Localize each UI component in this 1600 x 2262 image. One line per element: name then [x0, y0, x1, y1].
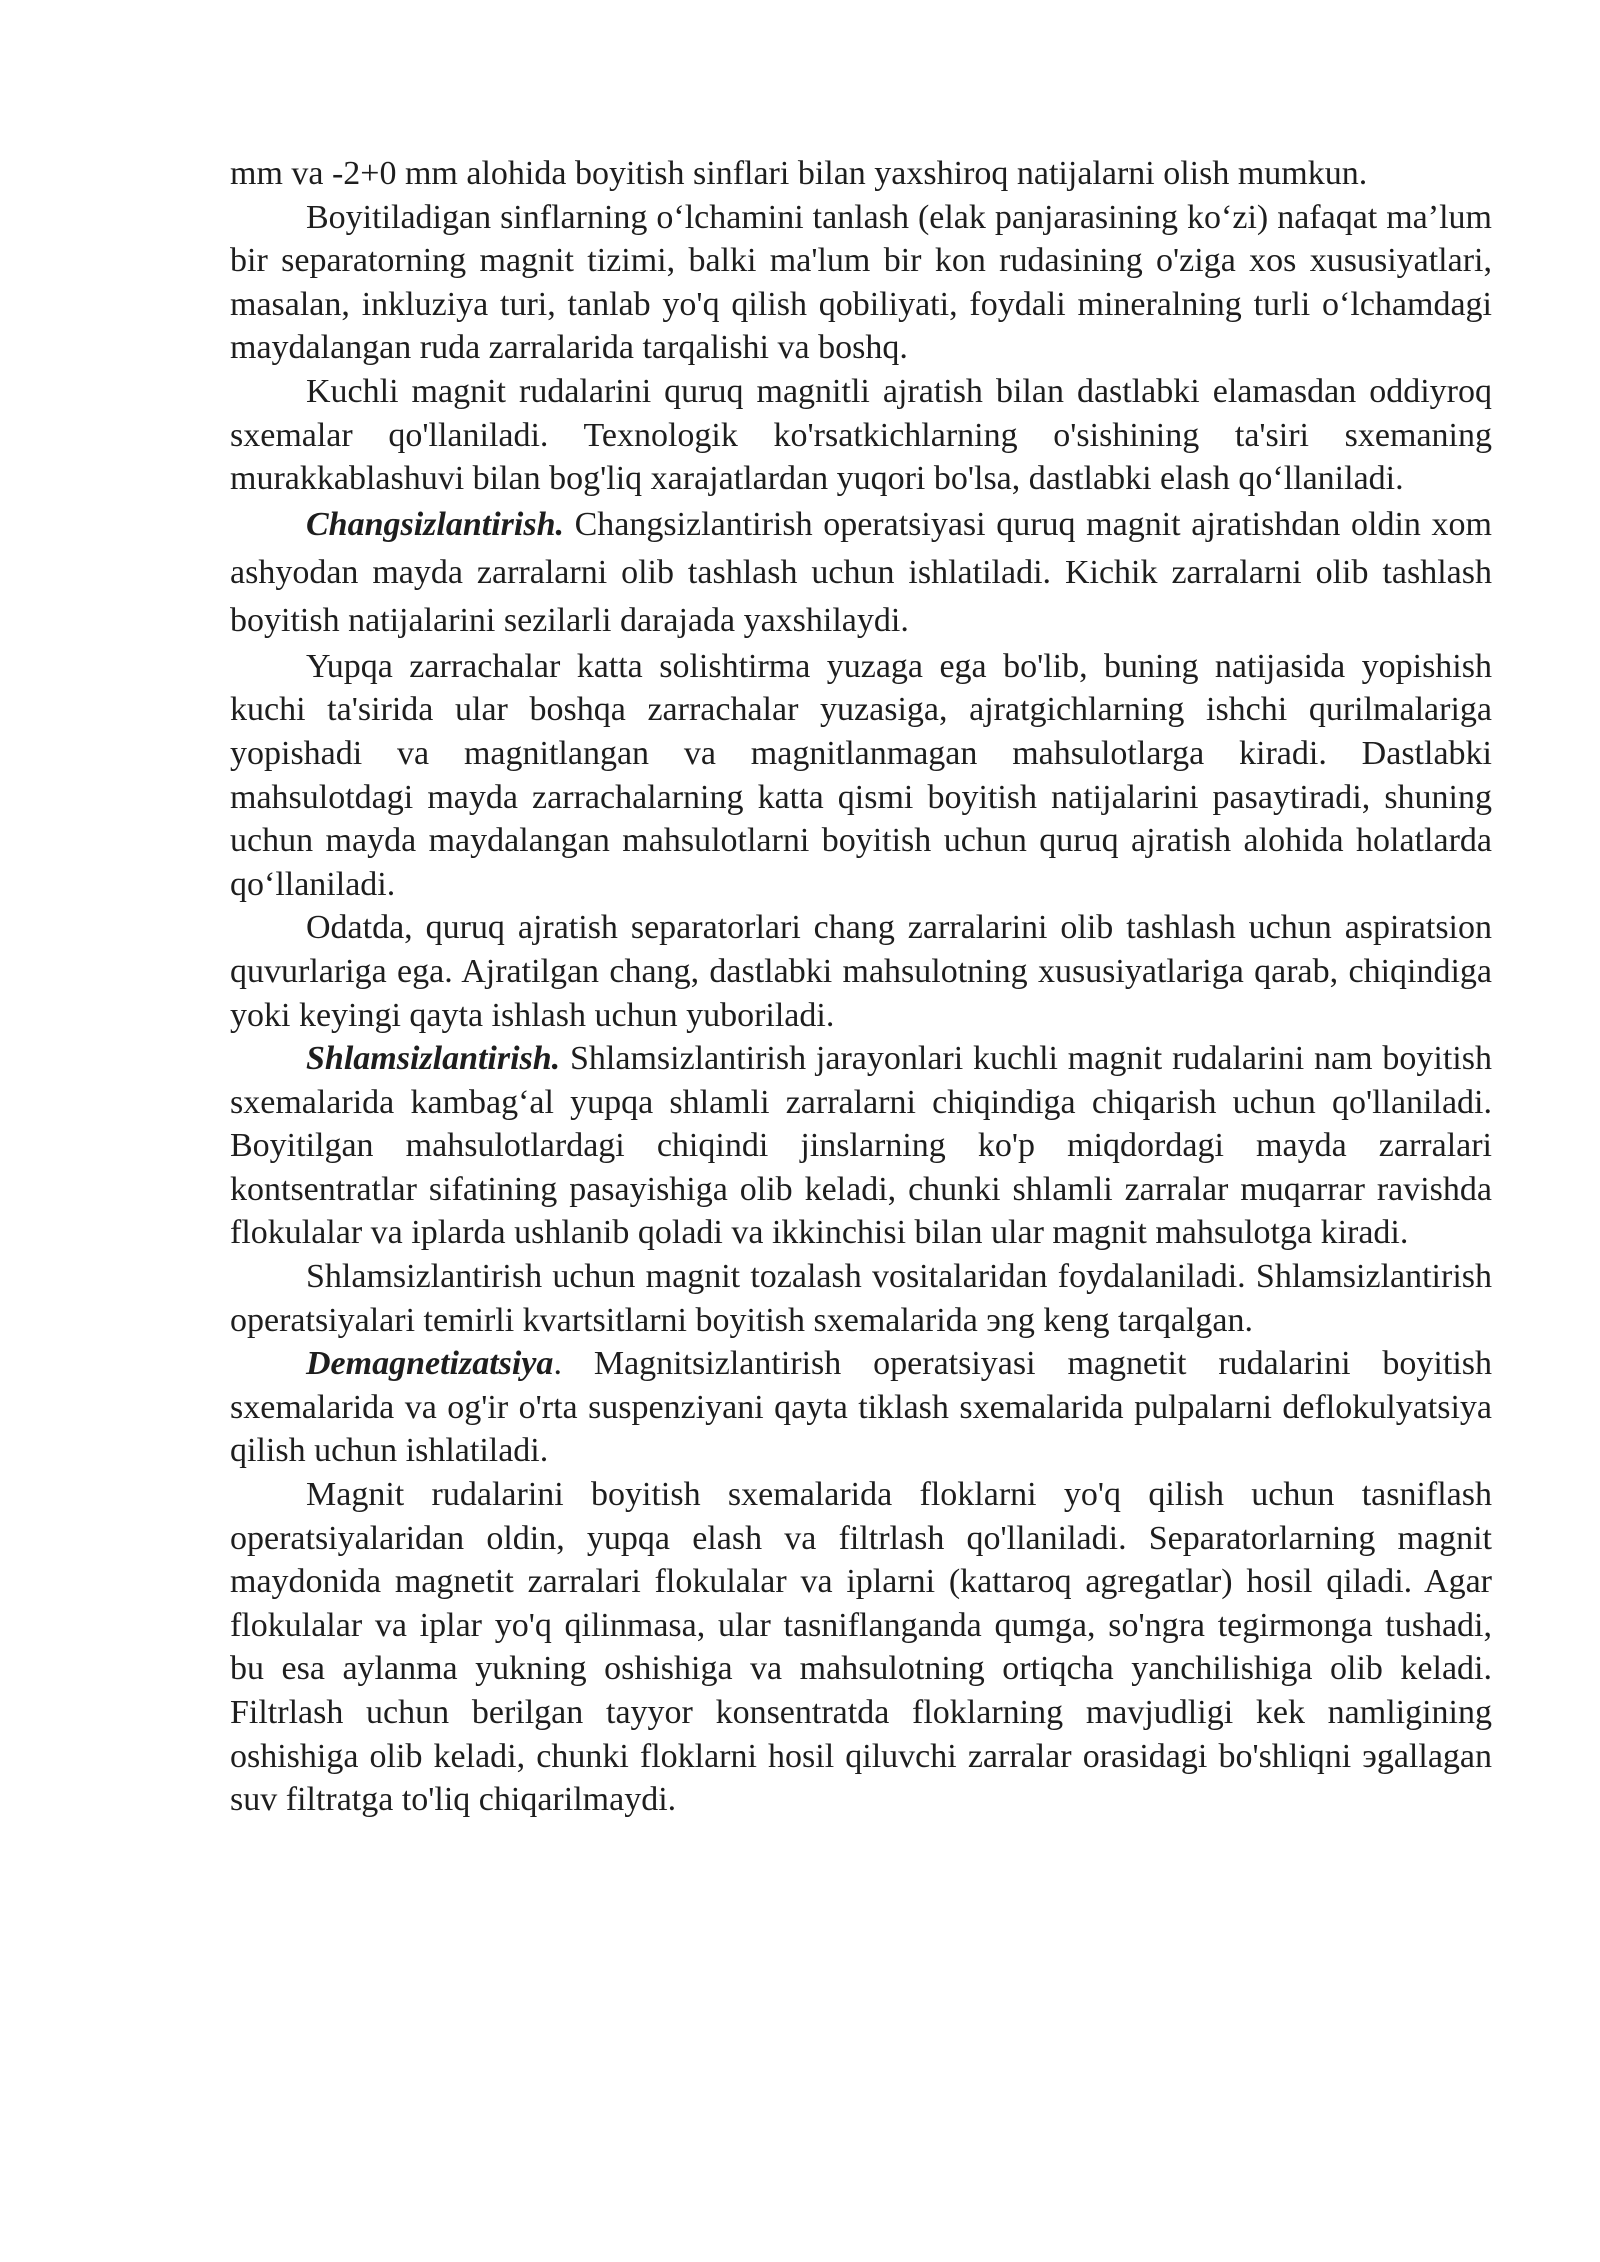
paragraph-text: Shlamsizlantirish uchun magnit tozalash vositalaridan foydalaniladi. Shlamsizlantirish operatsiyalari temirli kvartsitlarni boyitish sxemalarida эng keng tarqalgan.: [230, 1258, 1492, 1339]
section-heading-shlamsizlantirish: Shlamsizlantirish.: [306, 1040, 561, 1078]
paragraph-1: [230, 152, 1492, 196]
paragraph-text: Kuchli magnit rudalarini quruq magnitli ajratish bilan dastlabki elamasdan oddiyroq sxemalar qo'llaniladi. Texnologik ko'rsatkichlarning o'sishining ta'siri sxemaning murakkablashuvi bilan bog'liq xarajatlardan yuqori bo'lsa, dastlabki elash qo‘llaniladi.: [230, 372, 1492, 498]
paragraph-text: mm va -2+0 mm alohida boyitish sinflari bilan yaxshiroq natijalarni olish mumkun.: [230, 155, 1368, 192]
paragraph-shlamsizlantirish: [230, 1037, 1492, 1255]
paragraph-6: [230, 906, 1492, 1037]
paragraph-8: [230, 1255, 1492, 1342]
paragraph-3: [230, 370, 1492, 501]
paragraph-2: [230, 196, 1492, 370]
section-heading-demagnetizatsiya: Demagnetizatsiya: [306, 1345, 554, 1383]
paragraph-5: [230, 645, 1492, 907]
paragraph-text: Shlamsizlantirish jarayonlari kuchli magnit rudalarini nam boyitish sxemalarida kambag‘al yupqa shlamli zarralarni chiqindiga chiqarish uchun qo'llaniladi. Boyitilgan mahsulotlardagi chiqindi jinslarning ko'p miqdordagi mayda zarralari kontsentratlar sifatining pasayishiga olib keladi, chunki shlamli zarralar muqarrar ravishda flokulalar va iplarda ushlanib qoladi va ikkinchisi bilan ular magnit mahsulotga kiradi.: [230, 1040, 1492, 1252]
paragraph-changsizlantirish: [230, 501, 1492, 645]
body-text: [230, 152, 1492, 1822]
paragraph-text: Changsizlantirish operatsiyasi quruq magnit ajratishdan oldin xom ashyodan mayda zarralarni olib tashlash uchun ishlatiladi. Kichik zarralarni olib tashlash boyitish natijalarini sezilarli darajada yaxshilaydi.: [230, 505, 1492, 639]
paragraph-text: Yupqa zarrachalar katta solishtirma yuzaga ega bo'lib, buning natijasida yopishish kuchi ta'sirida ular boshqa zarrachalar yuzasiga, ajratgichlarning ishchi qurilmalariga yopishadi va magnitlangan va magnitlanmagan mahsulotlarga kiradi. Dastlabki mahsulotdagi mayda zarrachalarning katta qismi boyitish natijalarini pasaytiradi, shuning uchun mayda maydalangan mahsulotlarni boyitish uchun quruq ajratish alohida holatlarda qo‘llaniladi.: [230, 647, 1492, 903]
paragraph-10: [230, 1473, 1492, 1822]
paragraph-demagnetizatsiya: [230, 1342, 1492, 1473]
paragraph-text: . Magnitsizlantirish operatsiyasi magnetit rudalarini boyitish sxemalarida va og'ir o'rta suspenziyani qayta tiklash sxemalarida pulpalarni deflokulyatsiya qilish uchun ishlatiladi.: [230, 1345, 1492, 1470]
paragraph-text: Odatda, quruq ajratish separatorlari chang zarralarini olib tashlash uchun aspiratsion quvurlariga ega. Ajratilgan chang, dastlabki mahsulotning xususiyatlariga qarab, chiqindiga yoki keyingi qayta ishlash uchun yuboriladi.: [230, 909, 1492, 1034]
section-heading-changsizlantirish: Changsizlantirish.: [306, 505, 564, 543]
paragraph-text: Boyitiladigan sinflarning o‘lchamini tanlash (elak panjarasining ko‘zi) nafaqat ma’lum bir separatorning magnit tizimi, balki ma'lum bir kon rudasining o'ziga xos xususiyatlari, masalan, inkluziya turi, tanlab yo'q qilish qobiliyati, foydali mineralning turli o‘lchamdagi maydalangan ruda zarralarida tarqalishi va boshq.: [230, 198, 1492, 367]
paragraph-text: Magnit rudalarini boyitish sxemalarida floklarni yo'q qilish uchun tasniflash operatsiyalaridan oldin, yupqa elash va filtrlash qo'llaniladi. Separatorlarning magnit maydonida magnetit zarralari flokulalar va iplarni (kattaroq agregatlar) hosil qiladi. Agar flokulalar va iplar yo'q qilinmasa, ular tasniflanganda qumga, so'ngra tegirmonga tushadi, bu esa aylanma yukning oshishiga va mahsulotning ortiqcha yanchilishiga olib keladi. Filtrlash uchun berilgan tayyor konsentratda floklarning mavjudligi kek namligining oshishiga olib keladi, chunki floklarni hosil qiluvchi zarralar orasidagi bo'shliqni эgallagan suv filtratga to'liq chiqarilmaydi.: [230, 1476, 1492, 1819]
